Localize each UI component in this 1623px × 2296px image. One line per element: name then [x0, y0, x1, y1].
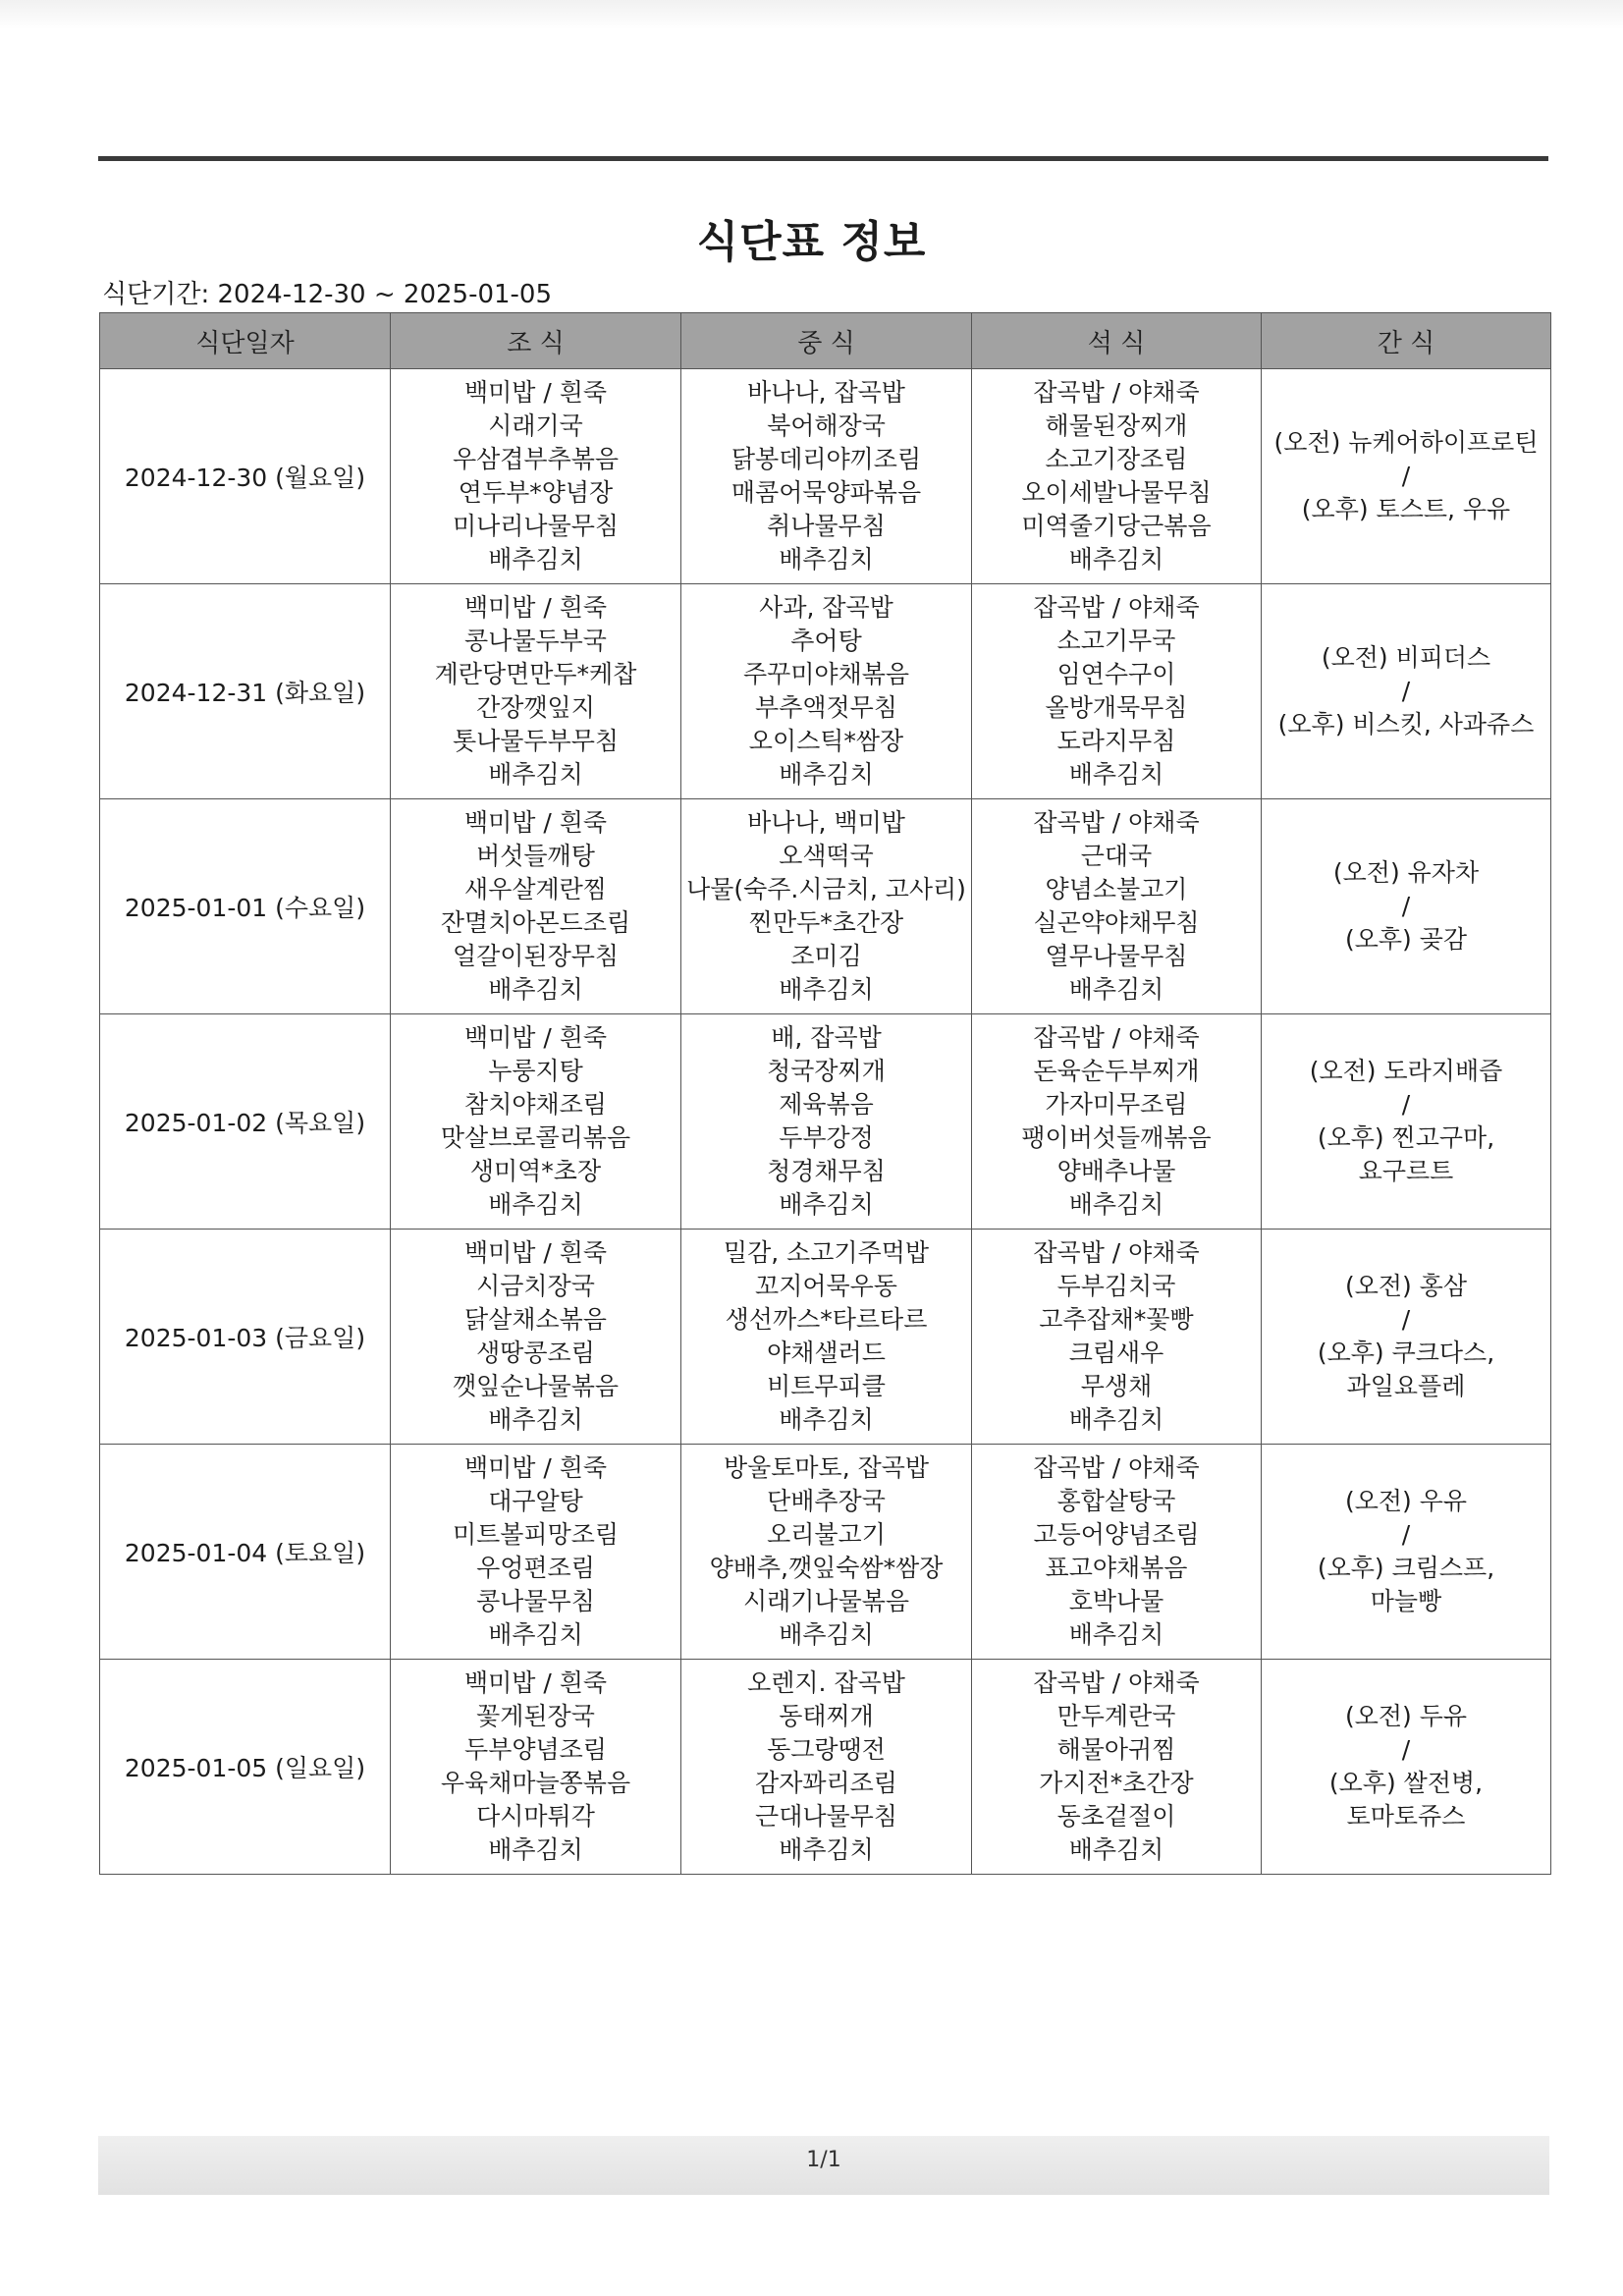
lunch-item: 배추김치: [779, 1190, 874, 1219]
breakfast-item: 배추김치: [488, 975, 583, 1004]
header-dinner: 석 식: [972, 313, 1262, 369]
breakfast-item: 배추김치: [488, 545, 583, 574]
breakfast-item: 우육채마늘쫑볶음: [440, 1769, 631, 1797]
dinner-item: 양념소불고기: [1045, 875, 1188, 903]
lunch-item: 배추김치: [779, 1620, 874, 1649]
dinner-item: 크림새우: [1068, 1339, 1164, 1367]
table-row: [100, 1445, 1551, 1660]
breakfast-item: 참치야채조림: [464, 1090, 607, 1119]
meal-table-body: [100, 369, 1551, 1875]
lunch-item: 방울토마토, 잡곡밥: [723, 1453, 930, 1482]
dinner-cell: [972, 1660, 1262, 1875]
snack-item: (오후) 비스킷, 사과쥬스: [1277, 710, 1535, 738]
breakfast-item: 생미역*초장: [469, 1157, 602, 1185]
lunch-item: 시래기나물볶음: [742, 1587, 910, 1615]
breakfast-item: 맛살브로콜리볶음: [440, 1123, 631, 1152]
lunch-item: 오리불고기: [767, 1520, 886, 1549]
date-cell: 2025-01-04 (토요일): [100, 1445, 391, 1660]
meal-table: [99, 312, 1551, 1875]
page-number: 1/1: [806, 2148, 841, 2172]
lunch-item: 제육볶음: [779, 1090, 874, 1119]
breakfast-item: 백미밥 / 흰죽: [463, 1453, 608, 1482]
dinner-item: 배추김치: [1068, 975, 1164, 1004]
breakfast-item: 백미밥 / 흰죽: [463, 1668, 608, 1697]
dinner-item: 잡곡밥 / 야채죽: [1033, 1668, 1200, 1697]
snack-item: /: [1401, 462, 1411, 490]
page-title: 식단표 정보: [696, 217, 927, 267]
dinner-item: 열무나물무침: [1045, 942, 1188, 970]
snack-item: (오전) 두유: [1344, 1702, 1468, 1730]
lunch-cell: [681, 799, 972, 1014]
breakfast-item: 백미밥 / 흰죽: [463, 378, 608, 407]
breakfast-item: 버섯들깨탕: [476, 842, 595, 870]
lunch-item: 오색떡국: [779, 842, 874, 870]
lunch-item: 청국장찌개: [767, 1057, 886, 1085]
date-cell: 2025-01-01 (수요일): [100, 799, 391, 1014]
snack-item: /: [1401, 1520, 1411, 1549]
breakfast-item: 배추김치: [488, 1405, 583, 1434]
breakfast-item: 꽃게된장국: [476, 1702, 595, 1730]
dinner-item: 올방개묵무침: [1045, 693, 1188, 722]
dinner-item: 잡곡밥 / 야채죽: [1033, 1023, 1200, 1052]
dinner-cell: [972, 584, 1262, 799]
breakfast-item: 우삼겹부추볶음: [452, 445, 620, 473]
lunch-cell: [681, 1660, 972, 1875]
lunch-item: 청경채무침: [767, 1157, 886, 1185]
lunch-item: 비트무피클: [767, 1372, 886, 1400]
header-lunch: 중 식: [681, 313, 972, 369]
dinner-item: 도라지무침: [1056, 727, 1176, 755]
lunch-item: 배, 잡곡밥: [771, 1023, 882, 1052]
snack-item: /: [1401, 1090, 1411, 1119]
dinner-item: 표고야채볶음: [1045, 1554, 1188, 1582]
lunch-item: 바나나, 잡곡밥: [747, 378, 905, 407]
lunch-item: 매콤어묵양파볶음: [730, 478, 922, 507]
breakfast-item: 대구알탕: [488, 1487, 583, 1515]
scan-top-shade: [0, 0, 1623, 29]
dinner-item: 잡곡밥 / 야채죽: [1033, 1238, 1200, 1267]
lunch-item: 동태찌개: [779, 1702, 874, 1730]
lunch-item: 근대나물무침: [755, 1802, 897, 1831]
lunch-item: 부추액젓무침: [755, 693, 897, 722]
breakfast-item: 콩나물무침: [476, 1587, 595, 1615]
table-row: [100, 1660, 1551, 1875]
breakfast-item: 두부양념조림: [464, 1735, 607, 1764]
dinner-item: 오이세발나물무침: [1021, 478, 1212, 507]
dinner-item: 잡곡밥 / 야채죽: [1033, 593, 1200, 622]
dinner-item: 미역줄기당근볶음: [1021, 512, 1212, 540]
dinner-item: 호박나물: [1068, 1587, 1164, 1615]
table-row: [100, 1230, 1551, 1445]
dinner-item: 소고기무국: [1056, 627, 1176, 655]
lunch-item: 배추김치: [779, 545, 874, 574]
snack-cell: [1262, 1445, 1551, 1660]
dinner-item: 잡곡밥 / 야채죽: [1033, 378, 1200, 407]
lunch-item: 배추김치: [779, 1835, 874, 1864]
breakfast-item: 톳나물두부무침: [452, 727, 620, 755]
table-row: [100, 799, 1551, 1014]
dinner-item: 배추김치: [1068, 1405, 1164, 1434]
snack-item: 과일요플레: [1346, 1372, 1466, 1400]
snack-item: (오전) 비피더스: [1321, 643, 1491, 672]
breakfast-item: 배추김치: [488, 1620, 583, 1649]
header-breakfast: 조 식: [391, 313, 681, 369]
snack-cell: [1262, 584, 1551, 799]
lunch-cell: [681, 369, 972, 584]
breakfast-item: 다시마튀각: [476, 1802, 595, 1831]
breakfast-item: 백미밥 / 흰죽: [463, 808, 608, 837]
snack-item: 토마토쥬스: [1346, 1802, 1466, 1831]
snack-item: (오후) 쿠크다스,: [1317, 1339, 1495, 1367]
snack-item: 요구르트: [1358, 1157, 1454, 1185]
lunch-item: 밀감, 소고기주먹밥: [723, 1238, 930, 1267]
lunch-item: 주꾸미야채볶음: [742, 660, 910, 688]
breakfast-item: 깻잎순나물볶음: [452, 1372, 620, 1400]
breakfast-item: 시래기국: [488, 411, 583, 440]
lunch-item: 두부강정: [779, 1123, 874, 1152]
lunch-item: 나물(숙주.시금치, 고사리): [686, 875, 966, 903]
lunch-item: 취나물무침: [767, 512, 886, 540]
breakfast-item: 콩나물두부국: [464, 627, 607, 655]
dinner-item: 잡곡밥 / 야채죽: [1033, 808, 1200, 837]
dinner-item: 배추김치: [1068, 1835, 1164, 1864]
date-cell: 2025-01-03 (금요일): [100, 1230, 391, 1445]
dinner-cell: [972, 1445, 1262, 1660]
lunch-item: 바나나, 백미밥: [747, 808, 905, 837]
snack-item: (오전) 뉴케어하이프로틴: [1273, 428, 1539, 457]
snack-item: (오후) 곶감: [1344, 925, 1468, 954]
header-row: [100, 313, 1551, 369]
dinner-item: 고등어양념조림: [1033, 1520, 1200, 1549]
dinner-cell: [972, 1230, 1262, 1445]
lunch-item: 배추김치: [779, 975, 874, 1004]
dinner-cell: [972, 1014, 1262, 1230]
dinner-item: 소고기장조림: [1045, 445, 1188, 473]
lunch-item: 동그랑땡전: [767, 1735, 886, 1764]
dinner-item: 가지전*초간장: [1039, 1769, 1194, 1797]
breakfast-item: 미트볼피망조림: [452, 1520, 620, 1549]
lunch-item: 꼬지어묵우동: [755, 1272, 897, 1300]
snack-item: (오전) 홍삼: [1344, 1272, 1468, 1300]
lunch-item: 북어해장국: [767, 411, 886, 440]
breakfast-item: 생땅콩조림: [476, 1339, 595, 1367]
snack-item: (오후) 토스트, 우유: [1301, 495, 1511, 523]
snack-cell: [1262, 799, 1551, 1014]
table-row: [100, 1014, 1551, 1230]
breakfast-cell: [391, 1445, 681, 1660]
page-footer: [98, 2136, 1549, 2195]
breakfast-item: 시금치장국: [476, 1272, 595, 1300]
snack-item: (오후) 쌀전병,: [1328, 1769, 1484, 1797]
header-rule: [98, 156, 1548, 161]
snack-item: 마늘빵: [1370, 1587, 1442, 1615]
meal-table-header: [100, 313, 1551, 369]
breakfast-item: 백미밥 / 흰죽: [463, 593, 608, 622]
table-row: [100, 369, 1551, 584]
breakfast-cell: [391, 369, 681, 584]
breakfast-item: 연두부*양념장: [458, 478, 614, 507]
header-date: 식단일자: [100, 313, 391, 369]
breakfast-cell: [391, 1230, 681, 1445]
breakfast-item: 닭살채소볶음: [464, 1305, 607, 1334]
dinner-cell: [972, 369, 1262, 584]
lunch-cell: [681, 1230, 972, 1445]
lunch-item: 감자꽈리조림: [755, 1769, 897, 1797]
breakfast-item: 배추김치: [488, 760, 583, 789]
meal-period: 식단기간: 2024-12-30 ~ 2025-01-05: [102, 280, 553, 309]
breakfast-item: 미나리나물무침: [452, 512, 620, 540]
dinner-item: 고추잡채*꽃빵: [1039, 1305, 1194, 1334]
dinner-item: 팽이버섯들깨볶음: [1021, 1123, 1212, 1152]
snack-item: /: [1401, 1305, 1411, 1334]
lunch-item: 배추김치: [779, 760, 874, 789]
snack-cell: [1262, 1660, 1551, 1875]
breakfast-item: 간장깻잎지: [476, 693, 595, 722]
breakfast-cell: [391, 799, 681, 1014]
breakfast-cell: [391, 1660, 681, 1875]
snack-item: /: [1401, 677, 1411, 705]
date-cell: 2025-01-05 (일요일): [100, 1660, 391, 1875]
dinner-item: 배추김치: [1068, 1190, 1164, 1219]
breakfast-item: 잔멸치아몬드조림: [440, 908, 631, 937]
breakfast-item: 계란당면만두*케찹: [434, 660, 637, 688]
date-cell: 2024-12-31 (화요일): [100, 584, 391, 799]
snack-cell: [1262, 369, 1551, 584]
dinner-item: 배추김치: [1068, 545, 1164, 574]
date-cell: 2024-12-30 (월요일): [100, 369, 391, 584]
dinner-item: 실곤약야채무침: [1033, 908, 1200, 937]
lunch-item: 오렌지. 잡곡밥: [747, 1668, 905, 1697]
dinner-item: 양배추나물: [1056, 1157, 1176, 1185]
lunch-item: 생선까스*타르타르: [725, 1305, 928, 1334]
dinner-item: 해물아귀찜: [1056, 1735, 1176, 1764]
breakfast-cell: [391, 1014, 681, 1230]
breakfast-item: 얼갈이된장무침: [452, 942, 620, 970]
lunch-cell: [681, 1445, 972, 1660]
dinner-item: 배추김치: [1068, 760, 1164, 789]
dinner-item: 가자미무조림: [1045, 1090, 1188, 1119]
breakfast-item: 새우살계란찜: [464, 875, 607, 903]
snack-item: /: [1401, 1735, 1411, 1764]
lunch-cell: [681, 584, 972, 799]
snack-item: (오전) 유자차: [1332, 858, 1480, 887]
dinner-item: 동초겉절이: [1056, 1802, 1176, 1831]
breakfast-item: 배추김치: [488, 1835, 583, 1864]
snack-item: (오후) 크림스프,: [1317, 1554, 1495, 1582]
dinner-item: 만두계란국: [1056, 1702, 1176, 1730]
lunch-item: 오이스틱*쌈장: [748, 727, 904, 755]
header-snack: 간 식: [1262, 313, 1551, 369]
lunch-item: 닭봉데리야끼조림: [730, 445, 922, 473]
snack-item: (오후) 찐고구마,: [1317, 1123, 1495, 1152]
lunch-item: 양배추,깻잎숙쌈*쌈장: [709, 1554, 944, 1582]
dinner-item: 임연수구이: [1056, 660, 1176, 688]
dinner-item: 무생채: [1080, 1372, 1153, 1400]
dinner-item: 두부김치국: [1056, 1272, 1176, 1300]
lunch-cell: [681, 1014, 972, 1230]
dinner-item: 해물된장찌개: [1045, 411, 1188, 440]
dinner-item: 잡곡밥 / 야채죽: [1033, 1453, 1200, 1482]
breakfast-item: 누룽지탕: [488, 1057, 583, 1085]
date-cell: 2025-01-02 (목요일): [100, 1014, 391, 1230]
lunch-item: 단배추장국: [767, 1487, 886, 1515]
lunch-item: 야채샐러드: [767, 1339, 886, 1367]
lunch-item: 배추김치: [779, 1405, 874, 1434]
table-row: [100, 584, 1551, 799]
dinner-item: 돈육순두부찌개: [1033, 1057, 1200, 1085]
dinner-item: 배추김치: [1068, 1620, 1164, 1649]
breakfast-cell: [391, 584, 681, 799]
breakfast-item: 백미밥 / 흰죽: [463, 1238, 608, 1267]
dinner-item: 홍합살탕국: [1056, 1487, 1176, 1515]
lunch-item: 조미김: [790, 942, 862, 970]
breakfast-item: 백미밥 / 흰죽: [463, 1023, 608, 1052]
dinner-cell: [972, 799, 1262, 1014]
lunch-item: 찐만두*초간장: [748, 908, 904, 937]
breakfast-item: 배추김치: [488, 1190, 583, 1219]
lunch-item: 추어탕: [790, 627, 862, 655]
lunch-item: 사과, 잡곡밥: [759, 593, 893, 622]
snack-item: (오전) 도라지배즙: [1309, 1057, 1503, 1085]
snack-item: (오전) 우유: [1344, 1487, 1468, 1515]
snack-cell: [1262, 1014, 1551, 1230]
dinner-item: 근대국: [1080, 842, 1153, 870]
snack-item: /: [1401, 892, 1411, 920]
snack-cell: [1262, 1230, 1551, 1445]
breakfast-item: 우엉편조림: [476, 1554, 595, 1582]
